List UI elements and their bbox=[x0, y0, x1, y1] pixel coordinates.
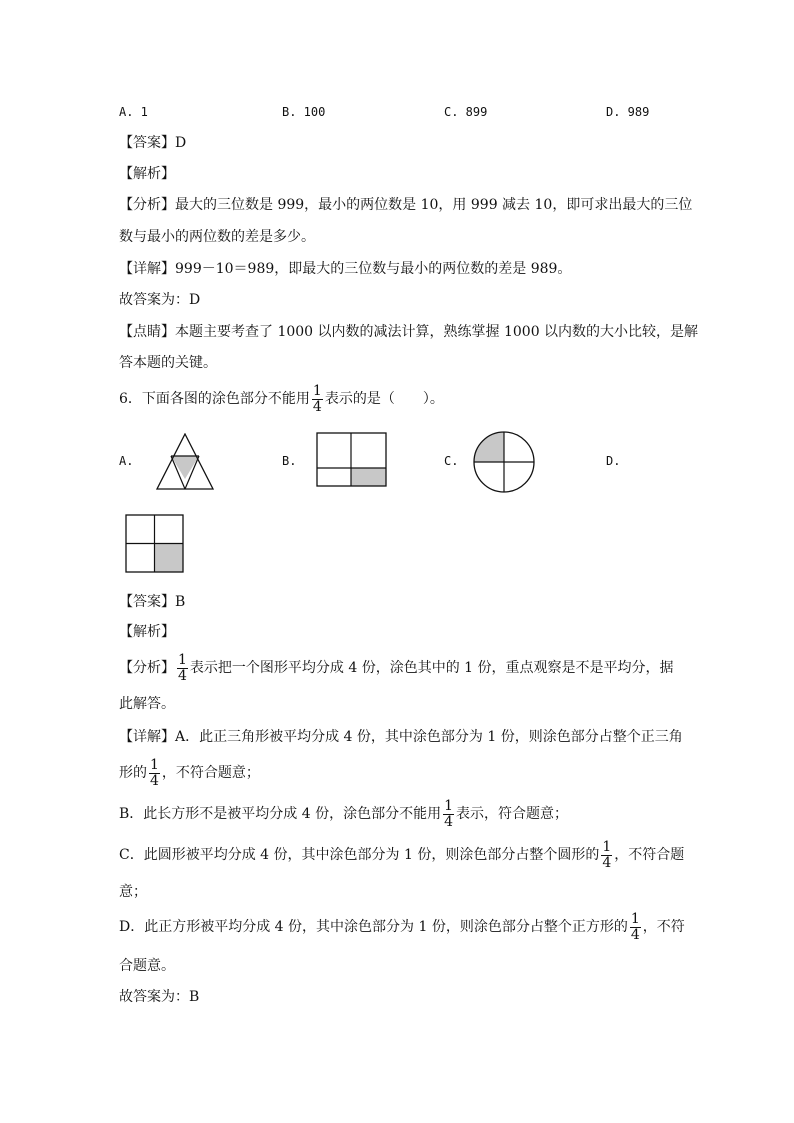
fraction-one-quarter bbox=[630, 912, 641, 943]
fraction-numerator: 1 bbox=[602, 838, 612, 855]
xiangjie-d-before: D．此正方形被平均分成 4 份，其中涂色部分为 1 份，则涂色部分占整个正方形的 bbox=[119, 919, 628, 935]
xiangjie-a-before: 形的 bbox=[119, 765, 147, 781]
fraction-numerator: 1 bbox=[312, 382, 322, 399]
xiangjie-b-before: B．此长方形不是被平均分成 4 份，涂色部分不能用 bbox=[119, 806, 442, 822]
q6-conclusion: 故答案为：B bbox=[119, 989, 200, 1005]
option-b: B. 100 bbox=[282, 105, 326, 119]
q5-conclusion: 故答案为：D bbox=[119, 292, 201, 308]
q5-fenxi-line2: 数与最小的两位数的差是多少。 bbox=[119, 229, 315, 245]
q6-xiangjie-c-line1 bbox=[119, 838, 684, 872]
q6-fenxi-line1 bbox=[119, 651, 674, 685]
option-a: A. 1 bbox=[119, 105, 148, 119]
q6-stem bbox=[119, 383, 444, 415]
fraction-denominator: 4 bbox=[312, 398, 322, 415]
xiangjie-b-after: 表示，符合题意； bbox=[456, 806, 569, 822]
fraction-denominator: 4 bbox=[178, 667, 187, 684]
q6-xiangjie-d-line1 bbox=[119, 910, 685, 944]
fraction-denominator: 4 bbox=[602, 854, 612, 871]
q6-xiangjie-d-line2: 合题意。 bbox=[119, 958, 175, 974]
q5-answer: 【答案】D bbox=[119, 135, 187, 151]
q6-xiangjie-a-line1: 【详解】A．此正三角形被平均分成 4 份，其中涂色部分为 1 份，则涂色部分占整个正三角 bbox=[119, 729, 683, 745]
q6-stem-after: 表示的是（ ）。 bbox=[324, 391, 444, 407]
fraction-one-quarter bbox=[177, 653, 188, 684]
fenxi-prefix: 【分析】 bbox=[119, 660, 175, 676]
fraction-numerator: 1 bbox=[444, 797, 454, 814]
q5-fenxi-line1: 【分析】最大的三位数是 999，最小的两位数是 10，用 999 减去 10，即可求出最大的三位 bbox=[119, 197, 693, 213]
q5-dianjing-line1: 【点睛】本题主要考查了 1000 以内数的减法计算，熟练掌握 1000 以内数的大小比较，是解 bbox=[119, 324, 699, 340]
figure-label-d: D. bbox=[606, 454, 621, 468]
option-c: C. 899 bbox=[444, 105, 488, 119]
xiangjie-d-after: ，不符 bbox=[642, 919, 685, 935]
xiangjie-c-before: C．此圆形被平均分成 4 份，其中涂色部分为 1 份，则涂色部分占整个圆形的 bbox=[119, 847, 600, 863]
fraction-numerator: 1 bbox=[630, 910, 640, 927]
fraction-one-quarter bbox=[149, 758, 160, 789]
fraction-one-quarter bbox=[443, 799, 454, 830]
q5-xiangjie: 【详解】999－10＝989，即最大的三位数与最小的两位数的差是 989。 bbox=[119, 261, 572, 277]
xiangjie-a-after: ，不符合题意； bbox=[161, 765, 260, 781]
fraction-one-quarter bbox=[601, 840, 612, 871]
fraction-numerator: 1 bbox=[150, 756, 159, 773]
fraction-numerator: 1 bbox=[178, 651, 187, 668]
q6-stem-before: 6．下面各图的涂色部分不能用 bbox=[119, 391, 310, 407]
q6-xiangjie-b bbox=[119, 797, 568, 831]
q5-analysis-heading: 【解析】 bbox=[119, 166, 175, 182]
figure-label-c: C. bbox=[444, 454, 459, 468]
figure-c-circle bbox=[472, 430, 536, 494]
q6-fenxi-line2: 此解答。 bbox=[119, 696, 175, 712]
figure-d-square bbox=[125, 514, 185, 574]
q6-xiangjie-a-line2 bbox=[119, 756, 260, 790]
figure-b-rectangle bbox=[316, 432, 388, 488]
fraction-one-quarter bbox=[312, 384, 323, 415]
figure-label-a: A. bbox=[119, 454, 134, 468]
fraction-denominator: 4 bbox=[150, 772, 159, 789]
q6-xiangjie-c-line2: 意； bbox=[119, 884, 147, 900]
q6-analysis-heading: 【解析】 bbox=[119, 624, 175, 640]
fenxi-after: 表示把一个图形平均分成 4 份，涂色其中的 1 份，重点观察是不是平均分，据 bbox=[189, 660, 674, 676]
figure-a-triangle bbox=[154, 433, 216, 491]
rectangle-shaded-part bbox=[351, 468, 386, 486]
triangle-shaded-part bbox=[171, 456, 199, 479]
xiangjie-c-after: ，不符合题 bbox=[614, 847, 685, 863]
figure-label-b: B. bbox=[282, 454, 297, 468]
fraction-denominator: 4 bbox=[630, 926, 640, 943]
square-shaded-part bbox=[155, 544, 184, 573]
fraction-denominator: 4 bbox=[444, 813, 454, 830]
q5-dianjing-line2: 答本题的关键。 bbox=[119, 355, 217, 371]
option-d: D. 989 bbox=[606, 105, 650, 119]
q6-answer: 【答案】B bbox=[119, 594, 186, 610]
